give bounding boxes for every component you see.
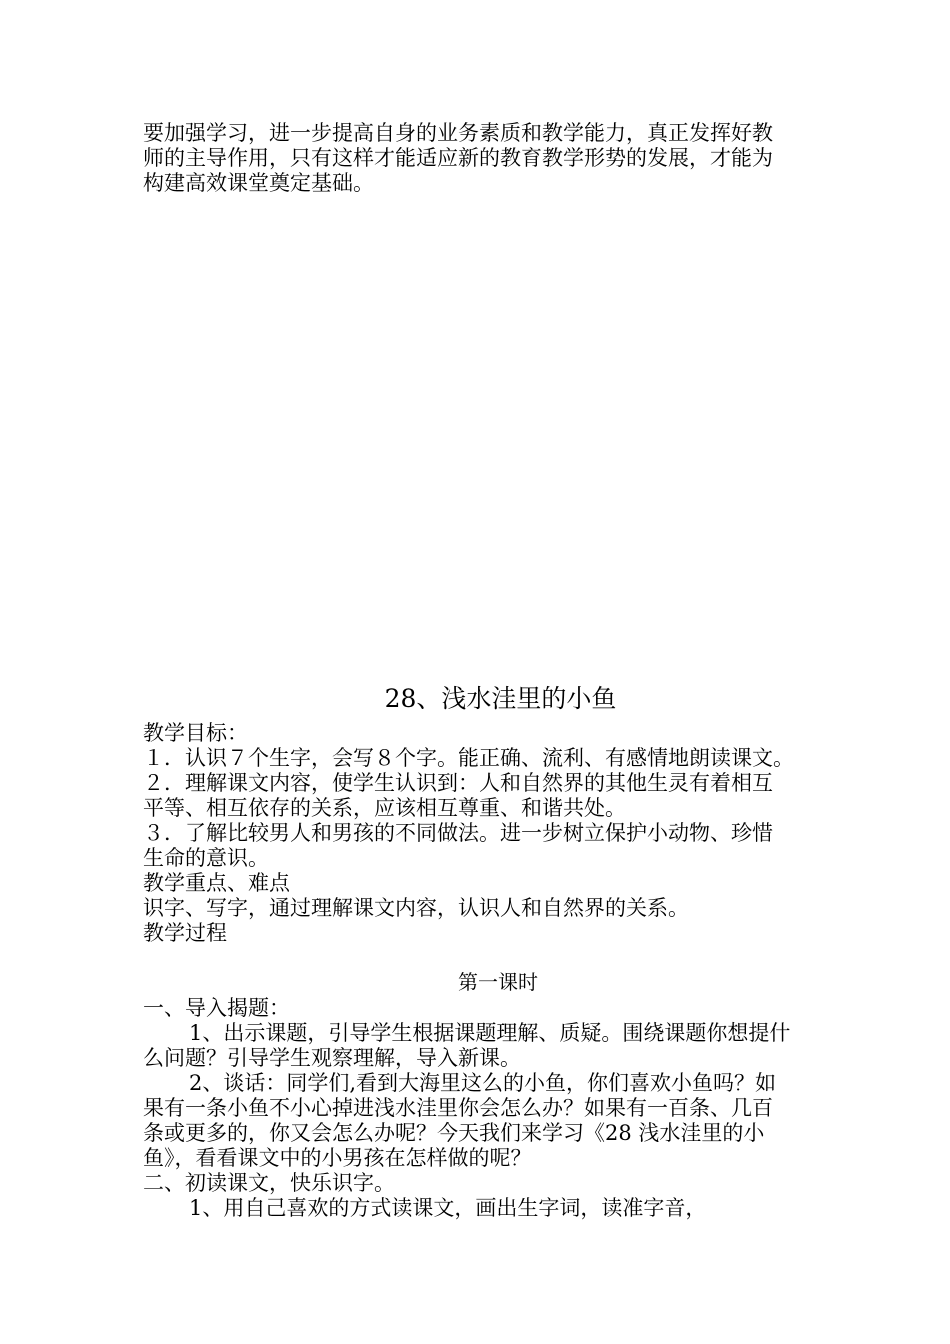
lesson-section [143,721,808,946]
period-title: 第一课时 [458,970,538,994]
process-heading: 教学过程 [143,921,227,945]
intro-paragraph [143,121,808,196]
objective-line: ２．理解课文内容，使学生认识到：人和自然界的其他生灵有着相互 [143,771,773,795]
lesson-title: 28、浅水洼里的小鱼 [384,684,617,713]
objectives-heading: 教学目标： [143,721,248,745]
key-points-heading: 教学重点、难点 [143,871,290,895]
step2-item1-line: 1、用自己喜欢的方式读课文，画出生字词，读准字音， [189,1196,707,1220]
text-line: 构建高效课堂奠定基础。 [143,171,374,195]
step1-item1-line: 1、出示课题，引导学生根据课题理解、质疑。围绕课题你想提什 [189,1021,791,1045]
objective-line: 平等、相互依存的关系，应该相互尊重、和谐共处。 [143,796,626,820]
step2-heading: 二、初读课文，快乐识字。 [143,1171,395,1195]
step1-item2-line: 果有一条小鱼不小心掉进浅水洼里你会怎么办？如果有一百条、几百 [143,1096,773,1120]
step1-item2-line: 2、谈话：同学们,看到大海里这么的小鱼，你们喜欢小鱼吗？如 [189,1071,777,1095]
objective-line: ３．了解比较男人和男孩的不同做法。进一步树立保护小动物、珍惜 [143,821,773,845]
key-points-text: 识字、写字，通过理解课文内容，认识人和自然界的关系。 [143,896,689,920]
objective-line: １．认识７个生字，会写８个字。能正确、流利、有感情地朗读课文。 [143,746,794,770]
text-line: 要加强学习，进一步提高自身的业务素质和教学能力，真正发挥好教 [143,121,773,145]
step1-heading: 一、导入揭题： [143,996,290,1020]
objective-line: 生命的意识。 [143,846,269,870]
step1-item1-line: 么问题？引导学生观察理解，导入新课。 [143,1046,521,1070]
step1-item2-line: 鱼》，看看课文中的小男孩在怎样做的呢？ [143,1146,532,1170]
first-period-section [143,996,808,1221]
step1-item2-line: 条或更多的，你又会怎么办呢？今天我们来学习《28 浅水洼里的小 [143,1121,765,1145]
text-line: 师的主导作用，只有这样才能适应新的教育教学形势的发展，才能为 [143,146,773,170]
